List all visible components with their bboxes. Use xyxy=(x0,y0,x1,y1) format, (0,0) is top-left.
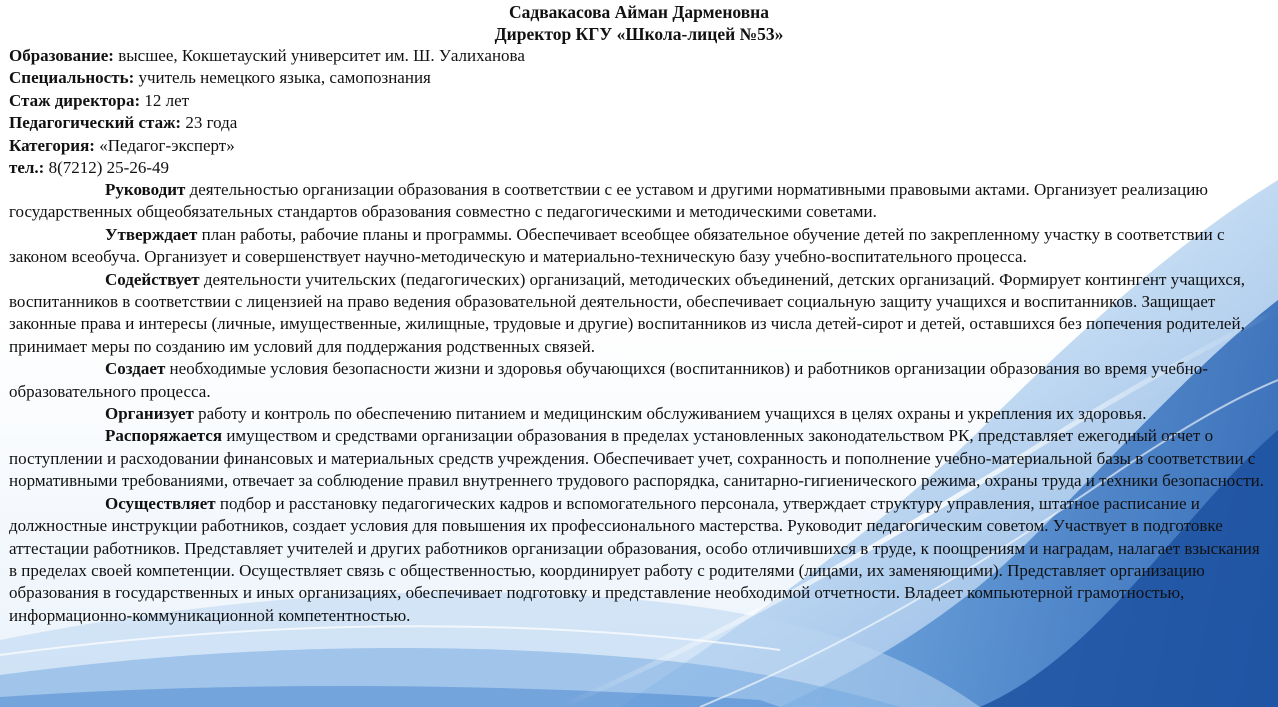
duty-verb: Содействует xyxy=(105,269,200,289)
info-row-education xyxy=(9,45,1269,67)
duty-text: план работы, рабочие планы и программы. Обеспечивает всеобщее обязательное обучение детей по закрепленному участку в соответствии с законом всеобуча. Организует и совершенствует научно-методическую и материально-техническую базу учебно-воспитательного процесса. xyxy=(9,224,1225,267)
info-label: тел.: xyxy=(9,158,45,178)
duty-verb: Осуществляет xyxy=(105,493,216,513)
duty-text: необходимые условия безопасности жизни и здоровья обучающихся (воспитанников) и работников организации образования во время учебно-образовательного процесса. xyxy=(9,359,1208,401)
duty-paragraph-creates xyxy=(9,358,1271,403)
info-value: «Педагог-эксперт» xyxy=(94,135,235,155)
info-label: Стаж директора: xyxy=(9,90,141,110)
info-row-phone xyxy=(9,157,1269,179)
duty-verb: Создает xyxy=(105,359,166,379)
duty-verb: Распоряжается xyxy=(105,426,223,446)
duty-verb: Руководит xyxy=(105,180,186,199)
info-row-specialty xyxy=(9,67,1269,89)
info-label: Специальность: xyxy=(9,68,135,88)
info-label: Категория: xyxy=(9,135,95,155)
info-row-category xyxy=(9,135,1269,157)
info-value: 8(7212) 25-26-49 xyxy=(44,158,170,178)
duty-text: работу и контроль по обеспечению питанием и медицинским обслуживанием учащихся в целях охраны и укрепления их здоровья. xyxy=(193,404,1147,424)
duty-paragraph-organizes xyxy=(9,403,1271,425)
duty-paragraph-carries-out xyxy=(9,493,1271,627)
duty-verb: Утверждает xyxy=(105,224,198,244)
duty-text: имуществом и средствами организации образования в пределах установленных законодательством РК, представляет ежегодный отчет о поступлении и расходовании финансовых и материальных средств учреждения. Обеспечивает учет, сохранность и пополнение учебно-материальной базы в соответствии с нормативными требованиями, отвечает за соблюдение правил внутреннего трудового распорядка, санитарно-гигиенического режима, охраны труда и техники безопасности. xyxy=(9,426,1264,491)
info-row-director-experience xyxy=(9,90,1269,112)
duty-verb: Организует xyxy=(105,404,194,424)
info-row-teaching-experience xyxy=(9,112,1269,134)
director-position: Директор КГУ «Школа-лицей №53» xyxy=(494,24,784,44)
info-block xyxy=(9,45,1269,179)
info-label: Образование: xyxy=(9,46,114,65)
info-value: 12 лет xyxy=(140,90,190,110)
director-name: Садвакасова Айман Дарменовна xyxy=(508,2,770,22)
duty-text: подбор и расстановку педагогических кадров и вспомогательного персонала, утверждает структуру управления, штатное расписание и должностные инструкции работников, создает условия для повышения их профессионального мастерства. Руководит педагогическим советом. Участвует в подготовке аттестации работников. Представляет учителей и других работников организации образования, особо отличившихся в труде, к поощрениям и наградам, налагает взыскания в пределах своей компетенции. Осуществляет связь с общественностью, координирует работу с родителями (лицами, их заменяющими). Представляет организацию образования в государственных и иных организациях, обеспечивает подготовку и представление необходимой отчетности. Владеет компьютерной грамотностью, информационно-коммуникационной компетентностью. xyxy=(9,493,1260,625)
duty-paragraph-manages xyxy=(9,179,1271,224)
info-value: учитель немецкого языка, самопознания xyxy=(134,68,431,88)
info-label: Педагогический стаж: xyxy=(9,113,182,133)
duty-paragraph-approves xyxy=(9,224,1271,269)
duty-paragraph-disposes xyxy=(9,425,1271,492)
info-value: высшее, Кокшетауский университет им. Ш. Уалиханова xyxy=(113,46,525,65)
info-value: 23 года xyxy=(181,113,238,133)
duties-block xyxy=(9,179,1271,627)
duty-text: деятельности учительских (педагогических) организаций, методических объединений, детских организаций. Формирует контингент учащихся, воспитанников в соответствии с лицензией на право ведения образовательной деятельности, обеспечивает социальную защиту учащихся и воспитанников. Защищает законные права и интересы (личные, имущественные, жилищные, трудовые и другие) воспитанников из числа детей-сирот и детей, оставшихся без попечения родителей, принимает меры по созданию им условий для поддержания родственных связей. xyxy=(9,269,1246,356)
duty-text: деятельностью организации образования в соответствии с ее уставом и другими нормативными правовыми актами. Организует реализацию государственных общеобязательных стандартов образования совместно с педагогическими и методическими советами. xyxy=(9,180,1208,222)
duty-paragraph-assists xyxy=(9,269,1271,359)
